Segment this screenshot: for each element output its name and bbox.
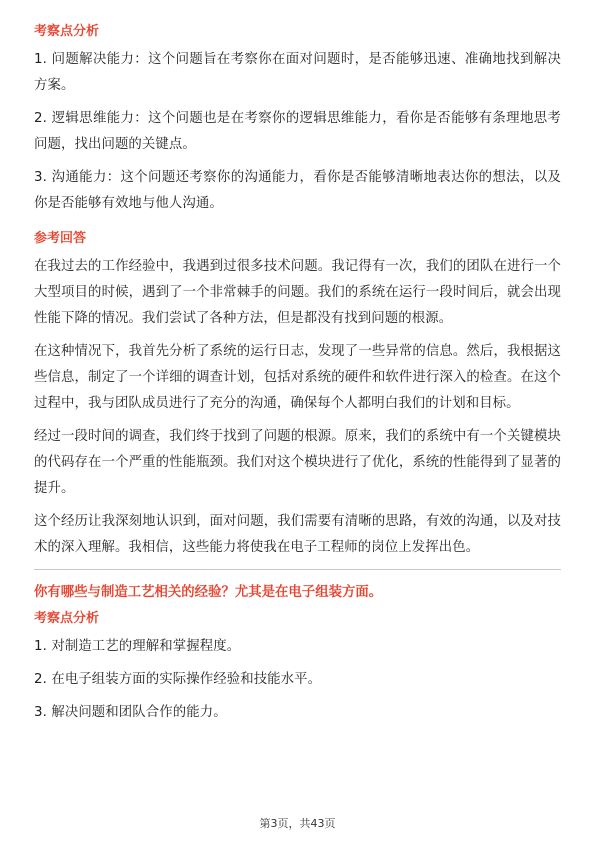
- analysis-item: 1. 问题解决能力：这个问题旨在考察你在面对问题时，是否能够迅速、准确地找到解决方案。: [34, 52, 561, 93]
- section-heading-analysis: 考察点分析: [34, 24, 100, 39]
- answer-paragraph: 这个经历让我深刻地认识到，面对问题，我们需要有清晰的思路，有效的沟通，以及对技术的深入理解。我相信，这些能力将使我在电子工程师的岗位上发挥出色。: [34, 514, 561, 555]
- analysis-item: 3. 沟通能力：这个问题还考察你的沟通能力，看你是否能够清晰地表达你的想法，以及你是否能够有效地与他人沟通。: [34, 170, 561, 211]
- interview-question: 你有哪些与制造工艺相关的经验？尤其是在电子组装方面。: [34, 585, 383, 600]
- answer-paragraph: 在我过去的工作经验中，我遇到过很多技术问题。我记得有一次，我们的团队在进行一个大型项目的时候，遇到了一个非常棘手的问题。我们的系统在运行一段时间后，就会出现性能下降的情况。我们尝试了各种方法，但是都没有找到问题的根源。: [34, 259, 561, 326]
- analysis-item: 3. 解决问题和团队合作的能力。: [34, 705, 227, 720]
- page-content: [34, 22, 561, 726]
- analysis-item: 2. 逻辑思维能力：这个问题也是在考察你的逻辑思维能力，看你是否能够有条理地思考问题，找出问题的关键点。: [34, 111, 561, 152]
- analysis-item: 1. 对制造工艺的理解和掌握程度。: [34, 639, 241, 654]
- section-heading-analysis: 考察点分析: [34, 611, 100, 626]
- section-heading-reference-answer: 参考回答: [34, 231, 87, 246]
- page-number: 第3页，共43页: [259, 817, 336, 830]
- analysis-item: 2. 在电子组装方面的实际操作经验和技能水平。: [34, 672, 322, 687]
- answer-paragraph: 经过一段时间的调查，我们终于找到了问题的根源。原来，我们的系统中有一个关键模块的代码存在一个严重的性能瓶颈。我们对这个模块进行了优化，系统的性能得到了显著的提升。: [34, 429, 561, 496]
- answer-paragraph: 在这种情况下，我首先分析了系统的运行日志，发现了一些异常的信息。然后，我根据这些信息，制定了一个详细的调查计划，包括对系统的硬件和软件进行深入的检查。在这个过程中，我与团队成员进行了充分的沟通，确保每个人都明白我们的计划和目标。: [34, 344, 561, 411]
- section-divider: [34, 569, 561, 570]
